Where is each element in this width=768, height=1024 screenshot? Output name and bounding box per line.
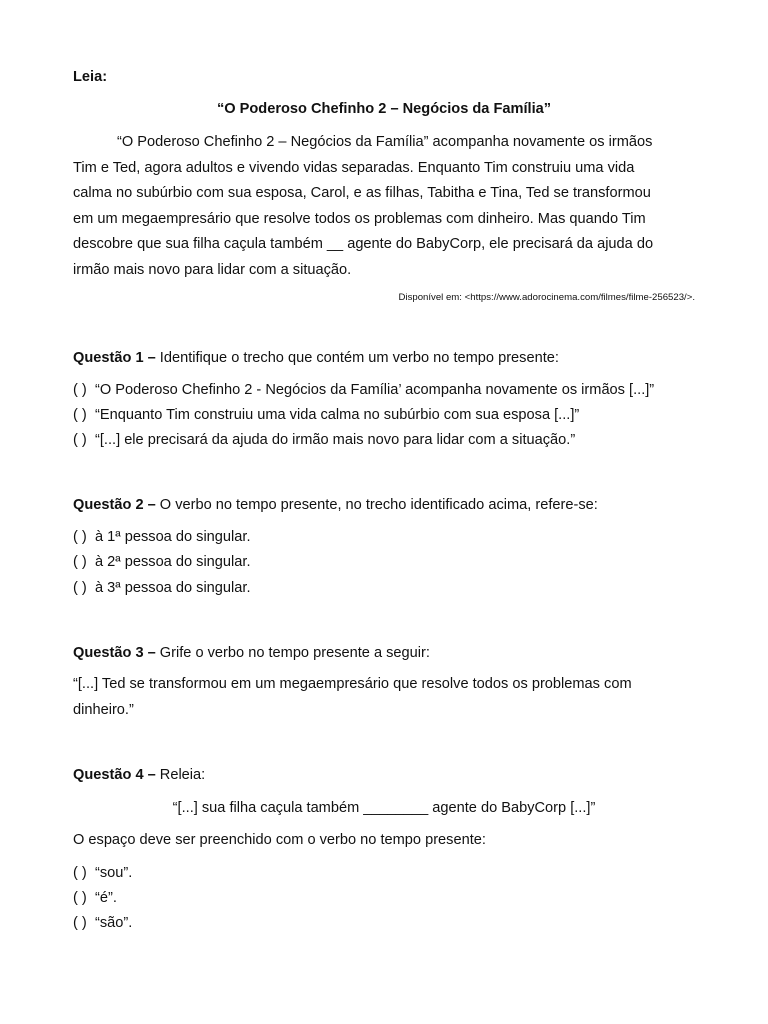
question-4-quote: “[...] sua filha caçula também ________ agente do BabyCorp [...]” — [172, 800, 596, 816]
question-1-text: Identifique o trecho que contém um verbo no tempo presente: — [155, 350, 559, 366]
source-citation: Disponível em: <https://www.adorocinema.com/filmes/filme-256523/>. — [398, 292, 695, 303]
option-text: à 1ª pessoa do singular. — [95, 529, 251, 545]
question-3-label: Questão 3 – — [73, 645, 156, 661]
q2-option-1[interactable] — [73, 528, 251, 546]
checkbox-parens[interactable]: ( ) — [73, 915, 87, 931]
paragraph-line: irmão mais novo para lidar com a situação. — [73, 261, 352, 278]
checkbox-parens[interactable]: ( ) — [73, 580, 87, 596]
question-2-text: O verbo no tempo presente, no trecho identificado acima, refere-se: — [155, 497, 598, 513]
checkbox-parens[interactable]: ( ) — [73, 529, 87, 545]
question-2 — [73, 496, 598, 514]
question-3-quote — [73, 672, 697, 723]
paragraph-line: descobre que sua filha caçula também __ agente do BabyCorp, ele precisará da ajuda do — [73, 236, 654, 252]
option-text: “sou”. — [95, 865, 133, 881]
checkbox-parens[interactable]: ( ) — [73, 865, 87, 881]
checkbox-parens[interactable]: ( ) — [73, 407, 87, 423]
checkbox-parens[interactable]: ( ) — [73, 890, 87, 906]
q1-option-3[interactable] — [73, 431, 575, 449]
paragraph-line: calma no subúrbio com sua esposa, Carol, e as filhas, Tabitha e Tina, Ted se transformou — [73, 185, 651, 201]
question-3-text: Grife o verbo no tempo presente a seguir: — [155, 645, 430, 661]
paragraph-line: em um megaempresário que resolve todos os problemas com dinheiro. Mas quando Tim — [73, 210, 646, 227]
checkbox-parens[interactable]: ( ) — [73, 382, 87, 398]
reading-paragraph — [73, 130, 697, 283]
option-text: “são”. — [95, 915, 133, 931]
q4-option-3[interactable] — [73, 914, 132, 932]
q4-option-2[interactable] — [73, 889, 117, 907]
quote-line: dinheiro.” — [73, 701, 134, 718]
q2-option-3[interactable] — [73, 579, 251, 597]
q2-option-2[interactable] — [73, 553, 251, 571]
question-2-label: Questão 2 – — [73, 497, 156, 513]
option-text: à 2ª pessoa do singular. — [95, 554, 251, 570]
question-4-text: Releia: — [155, 767, 206, 783]
option-text: “é”. — [95, 890, 117, 906]
question-4-instruction: O espaço deve ser preenchido com o verbo no tempo presente: — [73, 832, 486, 848]
leia-label: Leia: — [73, 69, 108, 85]
paragraph-line: “O Poderoso Chefinho 2 – Negócios da Família” acompanha novamente os irmãos — [117, 134, 653, 150]
q4-option-1[interactable] — [73, 864, 132, 882]
question-3 — [73, 644, 430, 662]
question-1-label: Questão 1 – — [73, 350, 156, 366]
text-title: “O Poderoso Chefinho 2 – Negócios da Família” — [216, 101, 552, 117]
q1-option-1[interactable] — [73, 381, 654, 399]
option-text: “O Poderoso Chefinho 2 - Negócios da Família’ acompanha novamente os irmãos [...]” — [95, 382, 655, 398]
option-text: “[...] ele precisará da ajuda do irmão mais novo para lidar com a situação.” — [95, 432, 576, 448]
q1-option-2[interactable] — [73, 406, 579, 424]
checkbox-parens[interactable]: ( ) — [73, 554, 87, 570]
option-text: à 3ª pessoa do singular. — [95, 580, 251, 596]
question-1 — [73, 349, 559, 367]
question-4 — [73, 766, 205, 784]
paragraph-line: Tim e Ted, agora adultos e vivendo vidas separadas. Enquanto Tim construiu uma vida — [73, 159, 635, 176]
question-4-label: Questão 4 – — [73, 767, 156, 783]
quote-line: “[...] Ted se transformou em um megaempresário que resolve todos os problemas com — [73, 676, 632, 692]
option-text: “Enquanto Tim construiu uma vida calma no subúrbio com sua esposa [...]” — [95, 407, 580, 423]
checkbox-parens[interactable]: ( ) — [73, 432, 87, 448]
